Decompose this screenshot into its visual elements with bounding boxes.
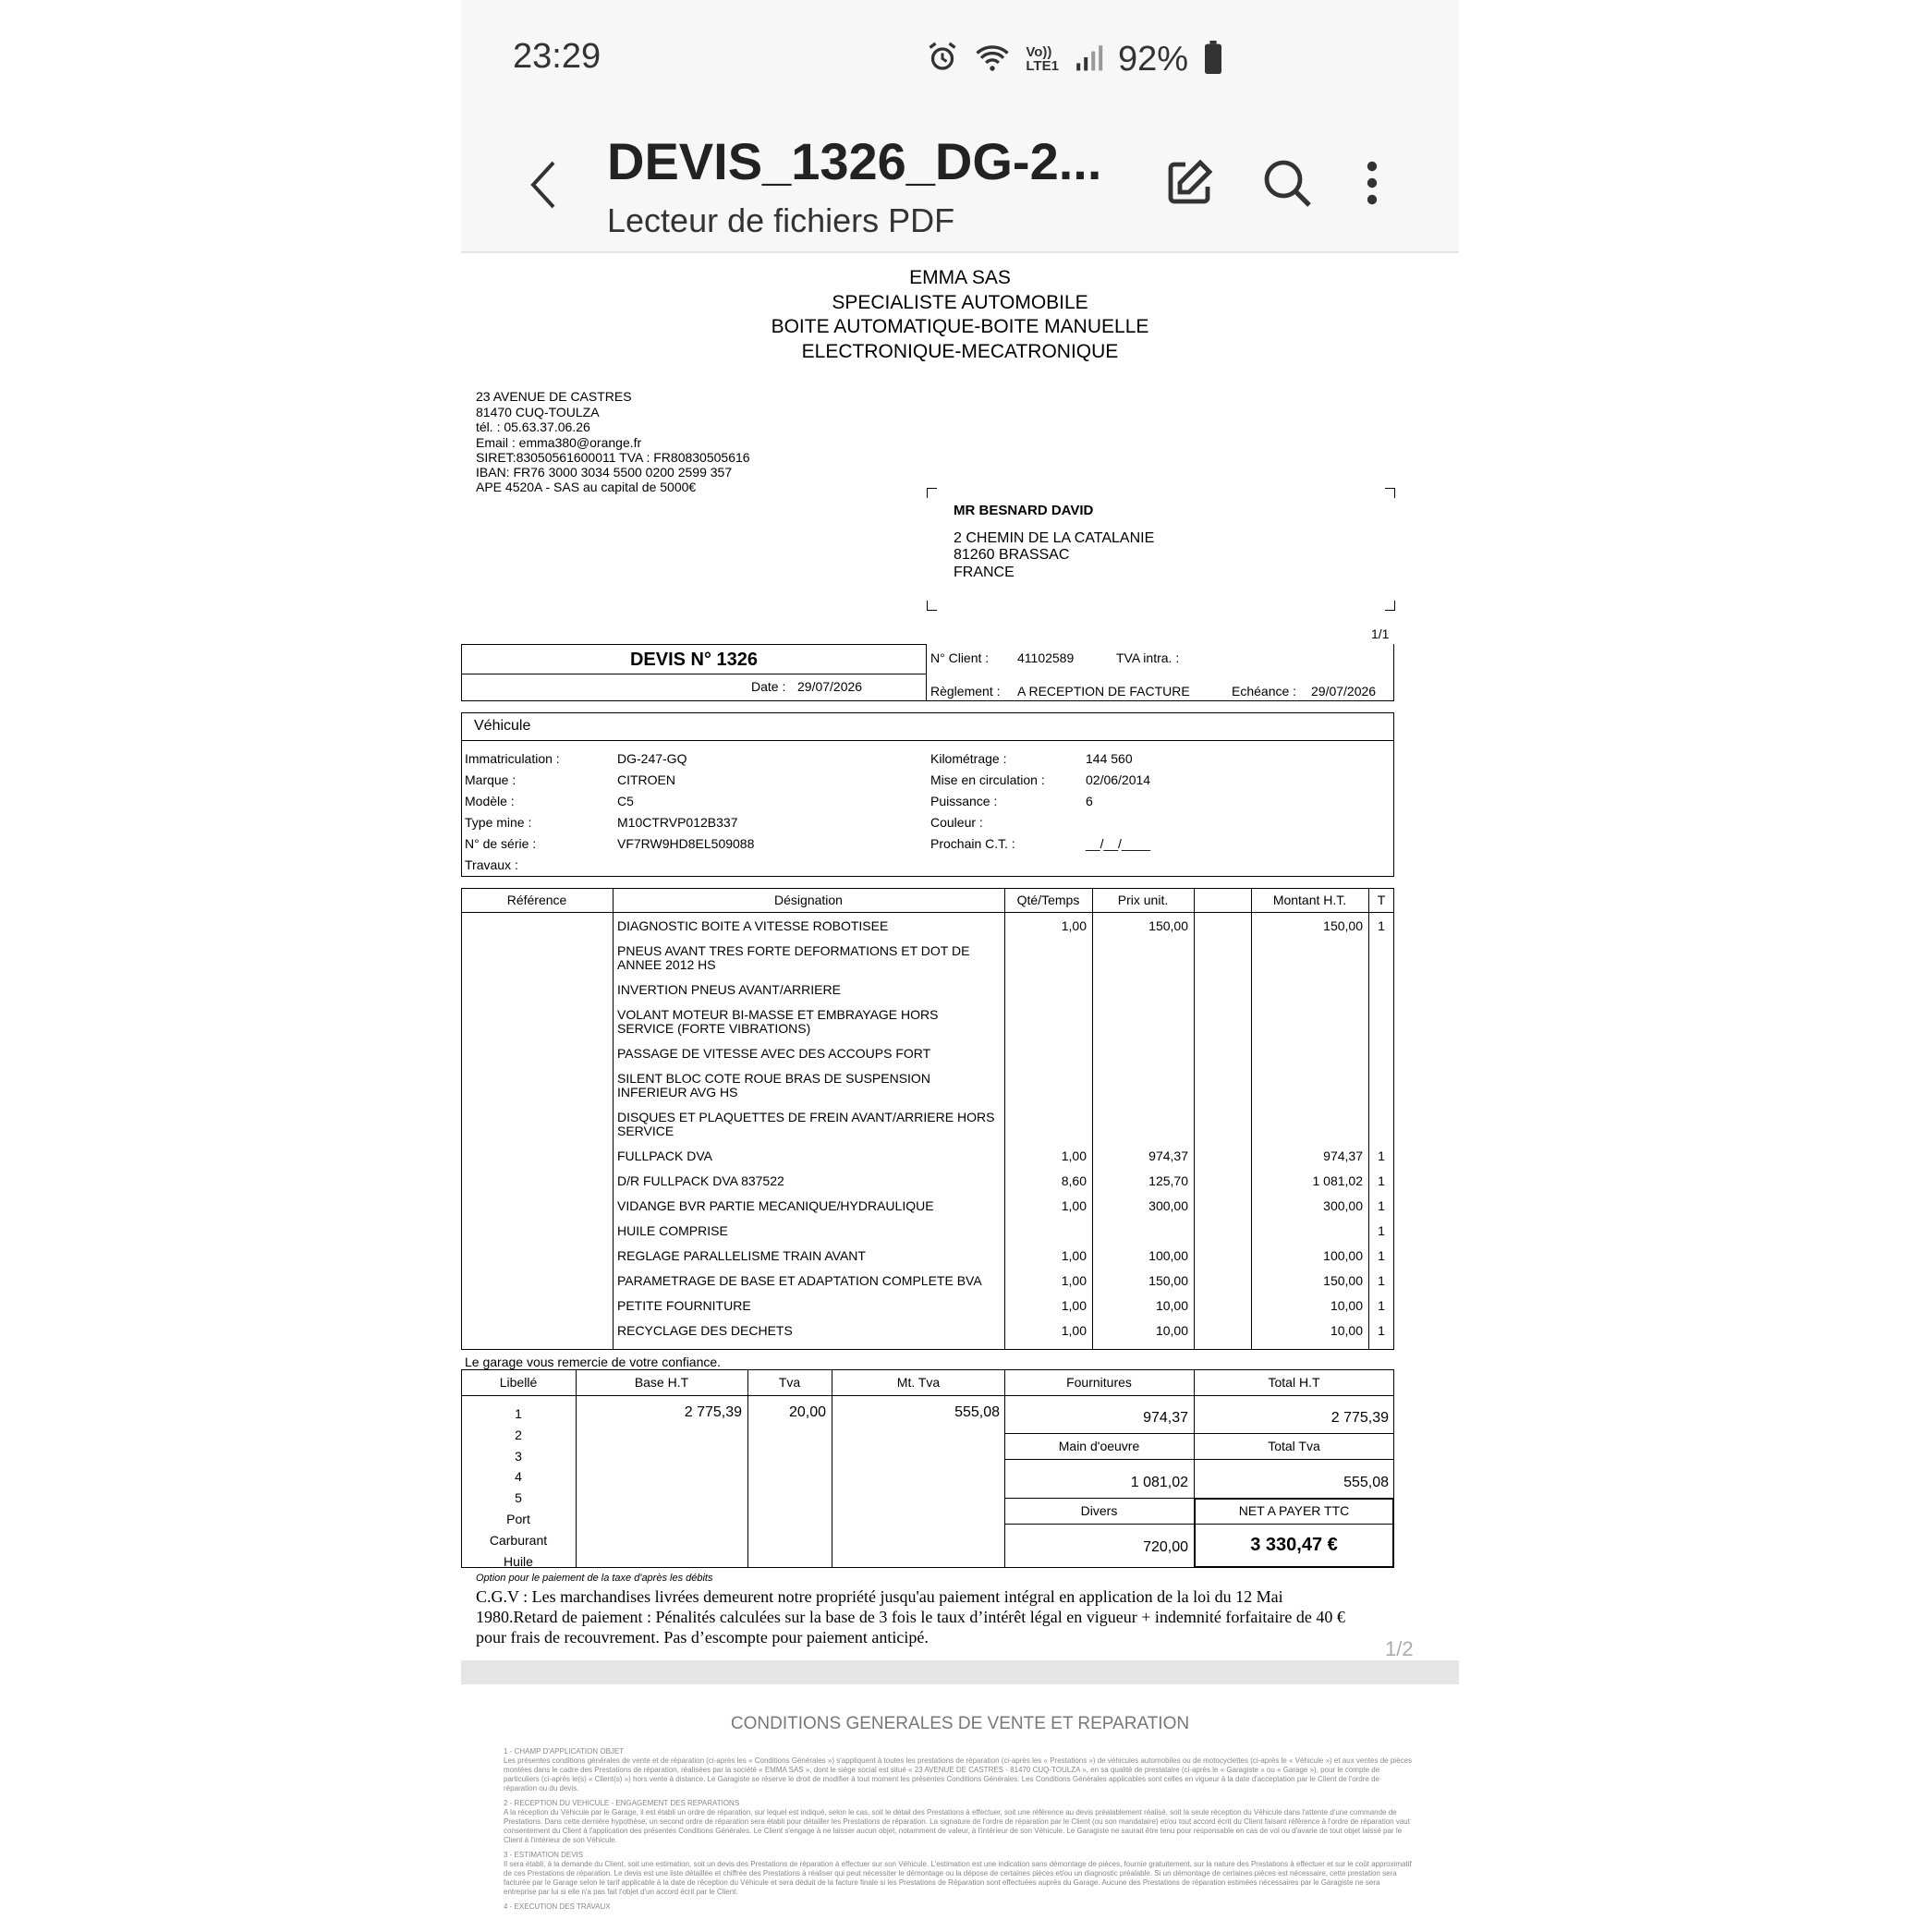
vehicle-value: 6 [1086,794,1093,808]
company-line: SPECIALISTE AUTOMOBILE [832,292,1088,313]
company-address-line: APE 4520A - SAS au capital de 5000€ [476,480,697,494]
search-icon [1261,157,1313,209]
vehicle-label: Puissance : [930,794,998,808]
total-ht-label: Total H.T [1268,1375,1320,1390]
item-qty: 1,00 [1061,1298,1087,1313]
vehicle-box [461,712,1394,877]
divider [1004,1395,1394,1396]
vehicle-label: Prochain C.T. : [930,836,1015,851]
devis-date: 29/07/2026 [797,679,863,694]
reglement-label: Règlement : [930,684,1001,699]
vehicle-label: Marque : [465,772,516,787]
vehicle-label: Type mine : [465,815,532,830]
client-name: MR BESNARD DAVID [954,503,1094,518]
page-separator [461,1660,1459,1684]
status-time: 23:29 [513,37,601,76]
item-t: 1 [1378,1273,1385,1288]
item-t: 1 [1378,1298,1385,1313]
alarm-icon [926,41,959,79]
divider [1194,888,1195,1350]
company-address-line: IBAN: FR76 3000 3034 5500 0200 2599 357 [476,465,733,480]
client-address-line: 2 CHEMIN DE LA CATALANIE [954,530,1155,546]
item-qty: 1,00 [1061,1273,1087,1288]
col-header-price: Prix unit. [1117,893,1169,907]
document-title: DEVIS_1326_DG-2... [607,132,1102,190]
cgv-section-heading: 4 - EXECUTION DES TRAVAUX [504,1902,611,1911]
item-price: 125,70 [1148,1173,1188,1188]
vehicle-label: Kilométrage : [930,751,1007,766]
app-bar [461,120,1459,251]
main-oeuvre-label: Main d'oeuvre [1058,1439,1140,1453]
divider [461,1395,1005,1396]
item-qty: 1,00 [1061,1148,1087,1163]
tva-libelle: 4 [515,1469,522,1485]
tva-libelle: 2 [515,1427,522,1442]
vehicle-label: Modèle : [465,794,515,808]
battery-percent: 92% [1117,39,1188,79]
fournitures-value: 974,37 [1143,1410,1188,1426]
signal-icon [1074,43,1103,77]
item-designation: SILENT BLOC COTE ROUE BRAS DE SUSPENSION [617,1071,930,1086]
item-designation: SERVICE (FORTE VIBRATIONS) [617,1021,811,1036]
item-designation: INVERTION PNEUS AVANT/ARRIERE [617,982,841,997]
item-qty: 1,00 [1061,918,1087,933]
cgv-page-title: CONDITIONS GENERALES DE VENTE ET REPARATION [730,1714,1190,1733]
tva-base-value: 2 775,39 [684,1404,742,1420]
item-price: 100,00 [1148,1248,1188,1263]
item-t: 1 [1378,918,1385,933]
pdf-page-1[interactable] [461,253,1459,1660]
devis-title: DEVIS N° 1326 [629,650,759,670]
item-price: 150,00 [1148,918,1188,933]
item-amount: 974,37 [1323,1148,1363,1163]
col-header-reference: Référence [506,893,567,907]
company-address-line: tél. : 05.63.37.06.26 [476,419,590,434]
vehicle-value: 02/06/2014 [1086,772,1151,787]
item-qty: 1,00 [1061,1323,1087,1338]
tva-amount-value: 555,08 [954,1404,1000,1420]
col-header-amount: Montant H.T. [1272,893,1347,907]
item-qty: 8,60 [1061,1173,1087,1188]
item-amount: 100,00 [1323,1248,1363,1263]
tva-header-mt-tva: Mt. Tva [896,1375,941,1390]
divider [613,888,614,1350]
item-t: 1 [1378,1248,1385,1263]
edit-button[interactable] [1163,157,1215,209]
divers-label: Divers [1080,1503,1118,1518]
volte-lte-icon: Vo)) LTE1 [1026,44,1059,74]
item-amount: 150,00 [1323,918,1363,933]
item-designation: RECYCLAGE DES DECHETS [617,1323,793,1338]
item-designation: FULLPACK DVA [617,1148,712,1163]
col-header-designation: Désignation [774,893,843,907]
item-amount: 300,00 [1323,1198,1363,1213]
client-address-line: 81260 BRASSAC [954,547,1070,563]
item-designation: DIAGNOSTIC BOITE A VITESSE ROBOTISEE [617,918,889,933]
corner-mark [927,488,937,498]
tva-header-libelle: Libellé [499,1375,538,1390]
cgv-section-body: A la réception du Véhicule par le Garage, il est établi un ordre de réparation, sur lequel est indiqué, selon le cas, soit le détail des Prestations à effectuer, soit une référence au devis préalablement réalisé, soit la seule réception du Véhicule dans l'attente d'une commande de Prestations. Dans cette dernière hypothèse, un second ordre de réparation sera établi pour détailler les Prestations de réparation. La signature de l'ordre de réparation par le Client (ou son mandataire) et/ou tout accord écrit du Client faisant référence à l'ordre de réparation vaut consentement du Client à l'application des présentes Conditions Générales. Le Client s'engage à ne laisser aucun objet, notamment de valeur, à l'intérieur de son Véhicule. Le Garagiste ne saurait être tenu pour responsable en cas de vol ou d'avarie de tout objet laissé par le Client à l'intérieur de son Véhicule. [504,1808,1410,1844]
status-bar [461,0,1459,111]
tva-libelle: 3 [515,1448,522,1464]
cgv-line: pour frais de recouvrement. Pas d’escompte pour paiement anticipé. [476,1628,929,1646]
item-designation: PASSAGE DE VITESSE AVEC DES ACCOUPS FORT [617,1046,931,1061]
chevron-left-icon [526,157,563,213]
item-t: 1 [1378,1223,1385,1238]
company-name: EMMA SAS [909,267,1011,288]
cgv-section-heading: 3 - ESTIMATION DEVIS [504,1851,584,1859]
item-t: 1 [1378,1198,1385,1213]
tva-libelle: 5 [515,1490,522,1506]
thanks-text: Le garage vous remercie de votre confiance. [465,1355,722,1369]
page-indicator: 1/2 [1385,1637,1414,1660]
phone-screen [461,0,1459,1932]
divider [1004,1459,1394,1460]
client-no-label: N° Client : [930,650,990,665]
vehicle-value: CITROEN [617,772,675,787]
col-header-t: T [1377,893,1386,907]
pdf-page-2[interactable] [461,1684,1459,1932]
tva-intra-label: TVA intra. : [1116,650,1180,665]
vehicle-value: VF7RW9HD8EL509088 [617,836,755,851]
cgv-sections [504,1747,1415,1912]
item-designation: ANNEE 2012 HS [617,957,716,972]
divider [576,1369,577,1568]
col-header-qty: Qté/Temps [1016,893,1080,907]
item-designation: VOLANT MOTEUR BI-MASSE ET EMBRAYAGE HORS [617,1007,939,1022]
more-vertical-icon [1346,157,1398,209]
company-address-line: 23 AVENUE DE CASTRES [476,389,632,404]
item-amount: 10,00 [1330,1298,1363,1313]
item-designation: INFERIEUR AVG HS [617,1085,738,1100]
item-amount: 10,00 [1330,1323,1363,1338]
back-button[interactable] [526,157,572,222]
item-price: 10,00 [1155,1323,1188,1338]
vehicle-value: M10CTRVP012B337 [617,815,738,830]
item-designation: HUILE COMPRISE [617,1223,728,1238]
status-icons [942,37,1459,81]
page-ref: 1/1 [1371,626,1390,641]
tva-libelle: Huile [504,1553,533,1569]
tva-rate-value: 20,00 [788,1404,826,1420]
more-options-button[interactable] [1346,157,1398,209]
company-line: BOITE AUTOMATIQUE-BOITE MANUELLE [771,316,1149,337]
cgv-section-body: Les présentes conditions générales de vente et de réparation (ci-après les « Conditions Générales ») s'appliquent à toutes les prestations de réparation (ci-après les « Prestations ») de véhicules automobiles ou de motocyclettes (ci-après le « Véhicule ») et aux ventes de pièces montées dans le cadre des Prestations de réparation, réalisées par la société « EMMA SAS », dont le siège social est situé « 23 AVENUE DE CASTRES - 81470 CUQ-TOULZA », en sa qualité de prestataire (ci-après le « Garagiste » ou « Garage »), pour le compte de particuliers (ci-après le(s) « Client(s) ») hors vente à distance. Le Garagiste se réserve le droit de modifier à tout moment les présentes Conditions Générales. Les Conditions Générales applicables sont celles en vigueur à la date d'acceptation par le Client de l'ordre de réparation ou du devis. [504,1756,1412,1792]
company-address-line: SIRET:83050561600011 TVA : FR80830505616 [476,450,750,465]
item-t: 1 [1378,1148,1385,1163]
corner-mark [1385,601,1395,611]
option-note: Option pour le paiement de la taxe d'après les débits [476,1573,713,1584]
item-designation: REGLAGE PARALLELISME TRAIN AVANT [617,1248,866,1263]
item-t: 1 [1378,1173,1385,1188]
reglement-value: A RECEPTION DE FACTURE [1017,684,1190,699]
wifi-icon [974,41,1011,79]
cgv-section-heading: 1 - CHAMP D'APPLICATION OBJET [504,1747,625,1756]
client-address-line: FRANCE [954,565,1015,580]
tva-libelle: 1 [515,1406,522,1421]
vehicle-value: __/__/____ [1086,836,1151,851]
item-price: 150,00 [1148,1273,1188,1288]
vehicle-value: DG-247-GQ [617,751,687,766]
tva-libelle: Port [506,1512,530,1526]
echeance-label: Echéance : [1232,684,1297,699]
total-ht-value: 2 775,39 [1331,1410,1389,1426]
company-line: ELECTRONIQUE-MECATRONIQUE [801,341,1119,362]
item-qty: 1,00 [1061,1248,1087,1263]
date-label: Date : [751,679,786,694]
edit-icon [1163,157,1215,209]
item-qty: 1,00 [1061,1198,1087,1213]
divider [461,912,1394,913]
divider [1004,1433,1394,1434]
item-designation: PNEUS AVANT TRES FORTE DEFORMATIONS ET DOT DE [617,943,970,958]
item-amount: 1 081,02 [1312,1173,1363,1188]
item-t: 1 [1378,1323,1385,1338]
total-tva-value: 555,08 [1343,1475,1389,1490]
corner-mark [1385,488,1395,498]
divider [461,740,1394,741]
vehicle-label: Couleur : [930,815,983,830]
cgv-section-body: Il sera établi, à la demande du Client, soit une estimation, soit un devis des Prestations de réparation à effectuer sur son Véhicule. L'estimation est une indication sans démontage de pièces, fournie gratuitement, sur la nature des Prestations à effectuer et sur le coût approximatif de ces Prestations de réparation. Le devis est une liste détaillée et chiffrée des Prestations à réaliser qui peut nécessiter le démontage ou la dépose de certaines pièces et/ou un diagnostic préalable. Si un démontage de certaines pièces est nécessaire, cette prestation sera facturée par le Garage selon le tarif applicable à la date de réception du Véhicule et sera déduit de la facture finale si les Prestations de Réparation sont effectuées auprès du Garage. Aucune des Prestations de réparation estimées nécessaires par le Garagiste ne sera entreprise par lui si elle n'a pas fait l'objet d'un accord écrit par le Client. [504,1860,1412,1896]
tva-libelle: Carburant [489,1532,548,1548]
item-designation: DISQUES ET PLAQUETTES DE FREIN AVANT/ARRIERE HORS [617,1110,995,1124]
tva-header-base: Base H.T [634,1375,689,1390]
company-address-line: Email : emma380@orange.fr [476,435,642,450]
echeance-date: 29/07/2026 [1311,684,1377,699]
item-price: 974,37 [1148,1148,1188,1163]
divers-value: 720,00 [1143,1539,1188,1555]
vehicle-value: C5 [617,794,634,808]
vehicle-heading: Véhicule [474,718,531,734]
tva-header-tva: Tva [778,1375,801,1390]
main-oeuvre-value: 1 081,02 [1130,1475,1188,1490]
vehicle-label: Immatriculation : [465,751,560,766]
battery-icon [1203,41,1223,79]
cgv-line: 1980.Retard de paiement : Pénalités calculées sur la base de 3 fois le taux d’intérêt légal en vigueur + indemnité forfaitaire de 40 € [476,1608,1345,1626]
item-amount: 150,00 [1323,1273,1363,1288]
corner-mark [927,601,937,611]
item-price: 300,00 [1148,1198,1188,1213]
vehicle-label: Travaux : [465,857,518,872]
client-no: 41102589 [1017,650,1075,665]
cgv-line: C.G.V : Les marchandises livrées demeurent notre propriété jusqu'au paiement intégral en application de la loi du 12 Mai [476,1587,1283,1606]
item-designation: PETITE FOURNITURE [617,1298,751,1313]
item-designation: VIDANGE BVR PARTIE MECANIQUE/HYDRAULIQUE [617,1198,934,1213]
app-name: Lecteur de fichiers PDF [607,201,955,239]
fournitures-label: Fournitures [1066,1375,1132,1390]
net-label: NET A PAYER TTC [1238,1503,1350,1518]
item-designation: PARAMETRAGE DE BASE ET ADAPTATION COMPLETE BVA [617,1273,982,1288]
total-tva-label: Total Tva [1268,1439,1320,1453]
net-value: 3 330,47 € [1250,1535,1338,1555]
item-price: 10,00 [1155,1298,1188,1313]
search-button[interactable] [1261,157,1313,209]
cgv-section-heading: 2 - RECEPTION DU VEHICULE - ENGAGEMENT DES REPARATIONS [504,1799,740,1807]
vehicle-label: N° de série : [465,836,537,851]
divider [747,1369,748,1568]
company-address-line: 81470 CUQ-TOULZA [476,405,600,419]
item-designation: D/R FULLPACK DVA 837522 [617,1173,784,1188]
item-designation: SERVICE [617,1124,674,1138]
vehicle-label: Mise en circulation : [930,772,1045,787]
vehicle-value: 144 560 [1086,751,1133,766]
